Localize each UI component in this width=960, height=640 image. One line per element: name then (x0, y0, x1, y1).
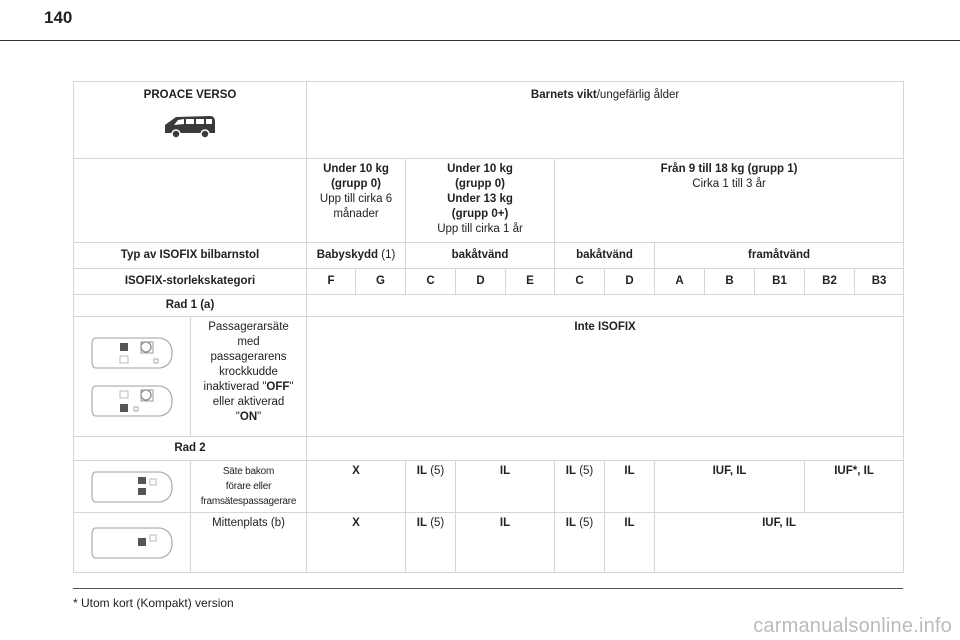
behind-value-note: (5) (576, 465, 594, 477)
middle-value: X (352, 517, 360, 529)
group-0plus-line4: (grupp 0+) (451, 208, 509, 220)
passenger-desc-l7a: " (235, 411, 240, 423)
passenger-desc-l3: passagerarens (210, 351, 287, 363)
size-row-label: ISOFIX-storlekskategori (74, 269, 307, 295)
airbag-on-label: ON (239, 411, 258, 423)
vehicle-name: PROACE VERSO (143, 89, 237, 101)
passenger-desc-l2: med (237, 336, 260, 348)
table-header-row (74, 82, 904, 159)
size-cell: C (555, 269, 605, 295)
behind-value-note: (5) (427, 465, 445, 477)
passenger-desc-l4: krockkudde (219, 366, 278, 378)
row2-label: Rad 2 (74, 437, 307, 461)
group-0-line2: (grupp 0) (331, 178, 381, 190)
middle-value-cell (456, 513, 555, 573)
vehicle-header-cell (74, 82, 307, 159)
size-cell: E (506, 269, 555, 295)
behind-value: IUF, IL (712, 465, 747, 477)
row2-middle-row (74, 513, 904, 573)
type-rearward-1: bakåtvänd (406, 243, 555, 269)
watermark-link[interactable]: carmanualsonline.info (753, 615, 952, 637)
isofix-seat-table (73, 81, 904, 573)
passenger-desc-l1: Passagerarsäte (208, 321, 289, 333)
size-cell: F (307, 269, 356, 295)
size-cell: B2 (805, 269, 855, 295)
type-forward: framåtvänd (655, 243, 904, 269)
group-0-line1: Under 10 kg (323, 163, 389, 175)
behind-value: X (352, 465, 360, 477)
group-0-line3: Upp till cirka 6 (319, 193, 393, 205)
row2-label-empty (307, 437, 904, 461)
passenger-seat-desc-cell (191, 317, 307, 437)
middle-seat-diagram-cell (74, 513, 191, 573)
behind-desc-l3: framsätespassagerare (200, 496, 297, 507)
behind-value-cell (605, 461, 655, 513)
middle-value: IUF, IL (762, 517, 796, 529)
size-cell: G (356, 269, 406, 295)
size-cell: D (456, 269, 506, 295)
group-0plus-line3: Under 13 kg (447, 193, 513, 205)
middle-value: IL (624, 517, 635, 529)
row1-label-row (74, 295, 904, 317)
group-1-cell (555, 159, 904, 243)
behind-value: IL (416, 465, 427, 477)
middle-value-cell (655, 513, 904, 573)
passenger-desc-l5c: " (289, 381, 294, 393)
group-0plus-line2: (grupp 0) (455, 178, 505, 190)
passenger-desc-l6: eller aktiverad (212, 396, 285, 408)
size-cell: B3 (855, 269, 904, 295)
passenger-seat-diagram-cell (74, 317, 191, 437)
behind-value-cell (406, 461, 456, 513)
type-rearward-2: bakåtvänd (555, 243, 655, 269)
behind-value-cell (555, 461, 605, 513)
middle-value: IL (416, 517, 427, 529)
middle-value-cell (307, 513, 406, 573)
middle-value-cell (605, 513, 655, 573)
middle-value-cell (555, 513, 605, 573)
behind-value-cell (307, 461, 406, 513)
behind-value-cell (456, 461, 555, 513)
middle-value-cell (406, 513, 456, 573)
row1-label-empty (307, 295, 904, 317)
behind-value-cell (805, 461, 904, 513)
footnote: * Utom kort (Kompakt) version (73, 596, 234, 610)
weight-header-rest: /ungefärlig ålder (596, 89, 680, 101)
group-0plus-line1: Under 10 kg (447, 163, 513, 175)
row1-value: Inte ISOFIX (307, 317, 904, 437)
group-0-cell (307, 159, 406, 243)
behind-desc-l1: Säte bakom (222, 466, 275, 477)
behind-desc-l2: förare eller (225, 481, 272, 492)
size-row (74, 269, 904, 295)
behind-seat-diagram-cell (74, 461, 191, 513)
footnote-rule (73, 588, 903, 589)
weight-header-cell (307, 82, 904, 159)
middle-value: IL (565, 517, 576, 529)
behind-value: IUF*, IL (834, 465, 874, 477)
behind-value: IL (565, 465, 576, 477)
behind-seat-desc-cell (191, 461, 307, 513)
middle-value: IL (499, 517, 511, 529)
van-icon (77, 113, 303, 141)
type-row-label: Typ av ISOFIX bilbarnstol (74, 243, 307, 269)
page-number: 140 (44, 8, 73, 27)
car-seat-diagram-front-icon (90, 333, 174, 373)
middle-seat-desc-cell: Mittenplats (b) (191, 513, 307, 573)
weight-header-bold: Barnets vikt (530, 89, 597, 101)
size-cell: C (406, 269, 456, 295)
car-seat-diagram-rear-icon (90, 467, 174, 507)
middle-value-note: (5) (576, 517, 594, 529)
size-cell: D (605, 269, 655, 295)
size-cell: B1 (755, 269, 805, 295)
group-1-line2: Cirka 1 till 3 år (692, 178, 766, 190)
group-0-line4: månader (333, 208, 379, 220)
passenger-desc-l7c: " (257, 411, 262, 423)
type-babyskydd-note: (1) (378, 249, 396, 261)
group-0plus-line5: Upp till cirka 1 år (437, 223, 523, 235)
header-rule (0, 40, 960, 41)
type-babyskydd: Babyskydd (316, 249, 379, 261)
row1-label: Rad 1 (a) (74, 295, 307, 317)
type-babyskydd-cell (307, 243, 406, 269)
airbag-off-label: OFF (266, 381, 290, 393)
row2-behind-row (74, 461, 904, 513)
car-seat-diagram-middle-icon (90, 523, 174, 563)
groups-row (74, 159, 904, 243)
car-seat-diagram-front-icon (90, 381, 174, 421)
row2-label-row (74, 437, 904, 461)
group-0plus-cell (406, 159, 555, 243)
behind-value-cell (655, 461, 805, 513)
passenger-desc-l5a: inaktiverad " (203, 381, 267, 393)
row1-passenger-row (74, 317, 904, 437)
behind-value: IL (624, 465, 635, 477)
type-row (74, 243, 904, 269)
groups-empty-cell (74, 159, 307, 243)
middle-value-note: (5) (427, 517, 445, 529)
behind-value: IL (499, 465, 511, 477)
size-cell: B (705, 269, 755, 295)
size-cell: A (655, 269, 705, 295)
group-1-line1: Från 9 till 18 kg (grupp 1) (660, 163, 798, 175)
